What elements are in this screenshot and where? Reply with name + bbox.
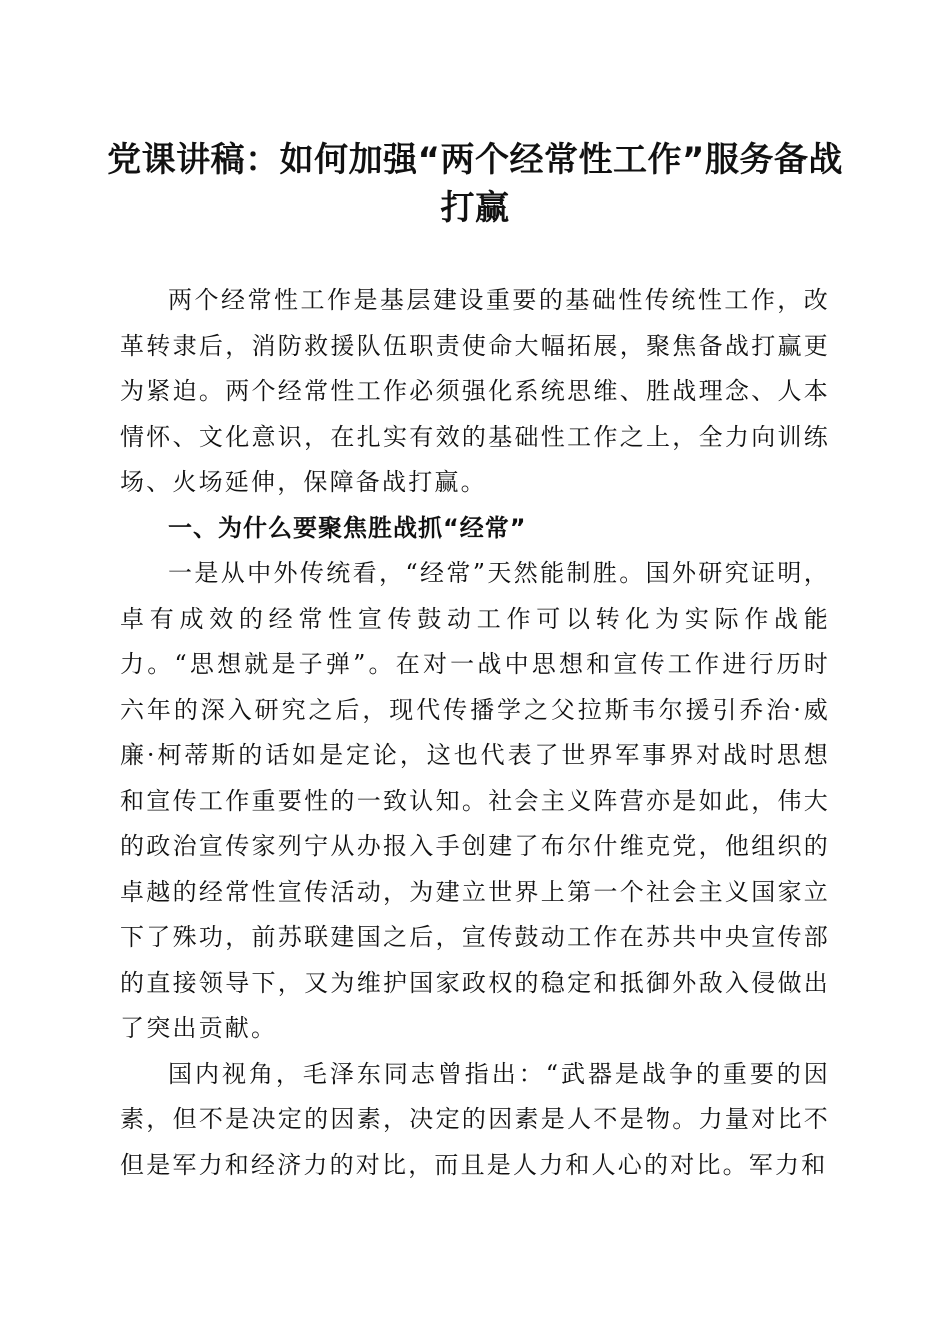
section-heading: 一、为什么要聚焦胜战抓“经常”	[168, 513, 527, 542]
document-title: 党课讲稿：如何加强“两个经常性工作”服务备战打赢	[107, 140, 843, 228]
body-paragraph-foreign: 一是从中外传统看，“经常”天然能制胜。国外研究证明，卓有成效的经常性宣传鼓动工作可以转化为实际作战能力。“思想就是子弹”。在对一战中思想和宣传工作进行历时六年的深入研究之后，现代传播学之父拉斯韦尔援引乔治·威廉·柯蒂斯的话如是定论，这也代表了世界军事界对战时思想和宣传工作重要性的一致认知。社会主义阵营亦是如此，伟大的政治宣传家列宁从办报入手创建了布尔什维克党，他组织的卓越的经常性宣传活动，为建立世界上第一个社会主义国家立下了殊功，前苏联建国之后，宣传鼓动工作在苏共中央宣传部的直接领导下，又为维护国家政权的稳定和抵御外敌入侵做出了突出贡献。	[120, 559, 830, 1042]
document-body	[120, 278, 830, 1188]
intro-paragraph: 两个经常性工作是基层建设重要的基础性传统性工作，改革转隶后，消防救援队伍职责使命大幅拓展，聚焦备战打赢更为紧迫。两个经常性工作必须强化系统思维、胜战理念、人本情怀、文化意识，在扎实有效的基础性工作之上，全力向训练场、火场延伸，保障备战打赢。	[120, 286, 830, 496]
body-paragraph-domestic: 国内视角，毛泽东同志曾指出：“武器是战争的重要的因素，但不是决定的因素，决定的因素是人不是物。力量对比不但是军力和经济力的对比，而且是人力和人心的对比。军力和	[120, 1059, 830, 1179]
